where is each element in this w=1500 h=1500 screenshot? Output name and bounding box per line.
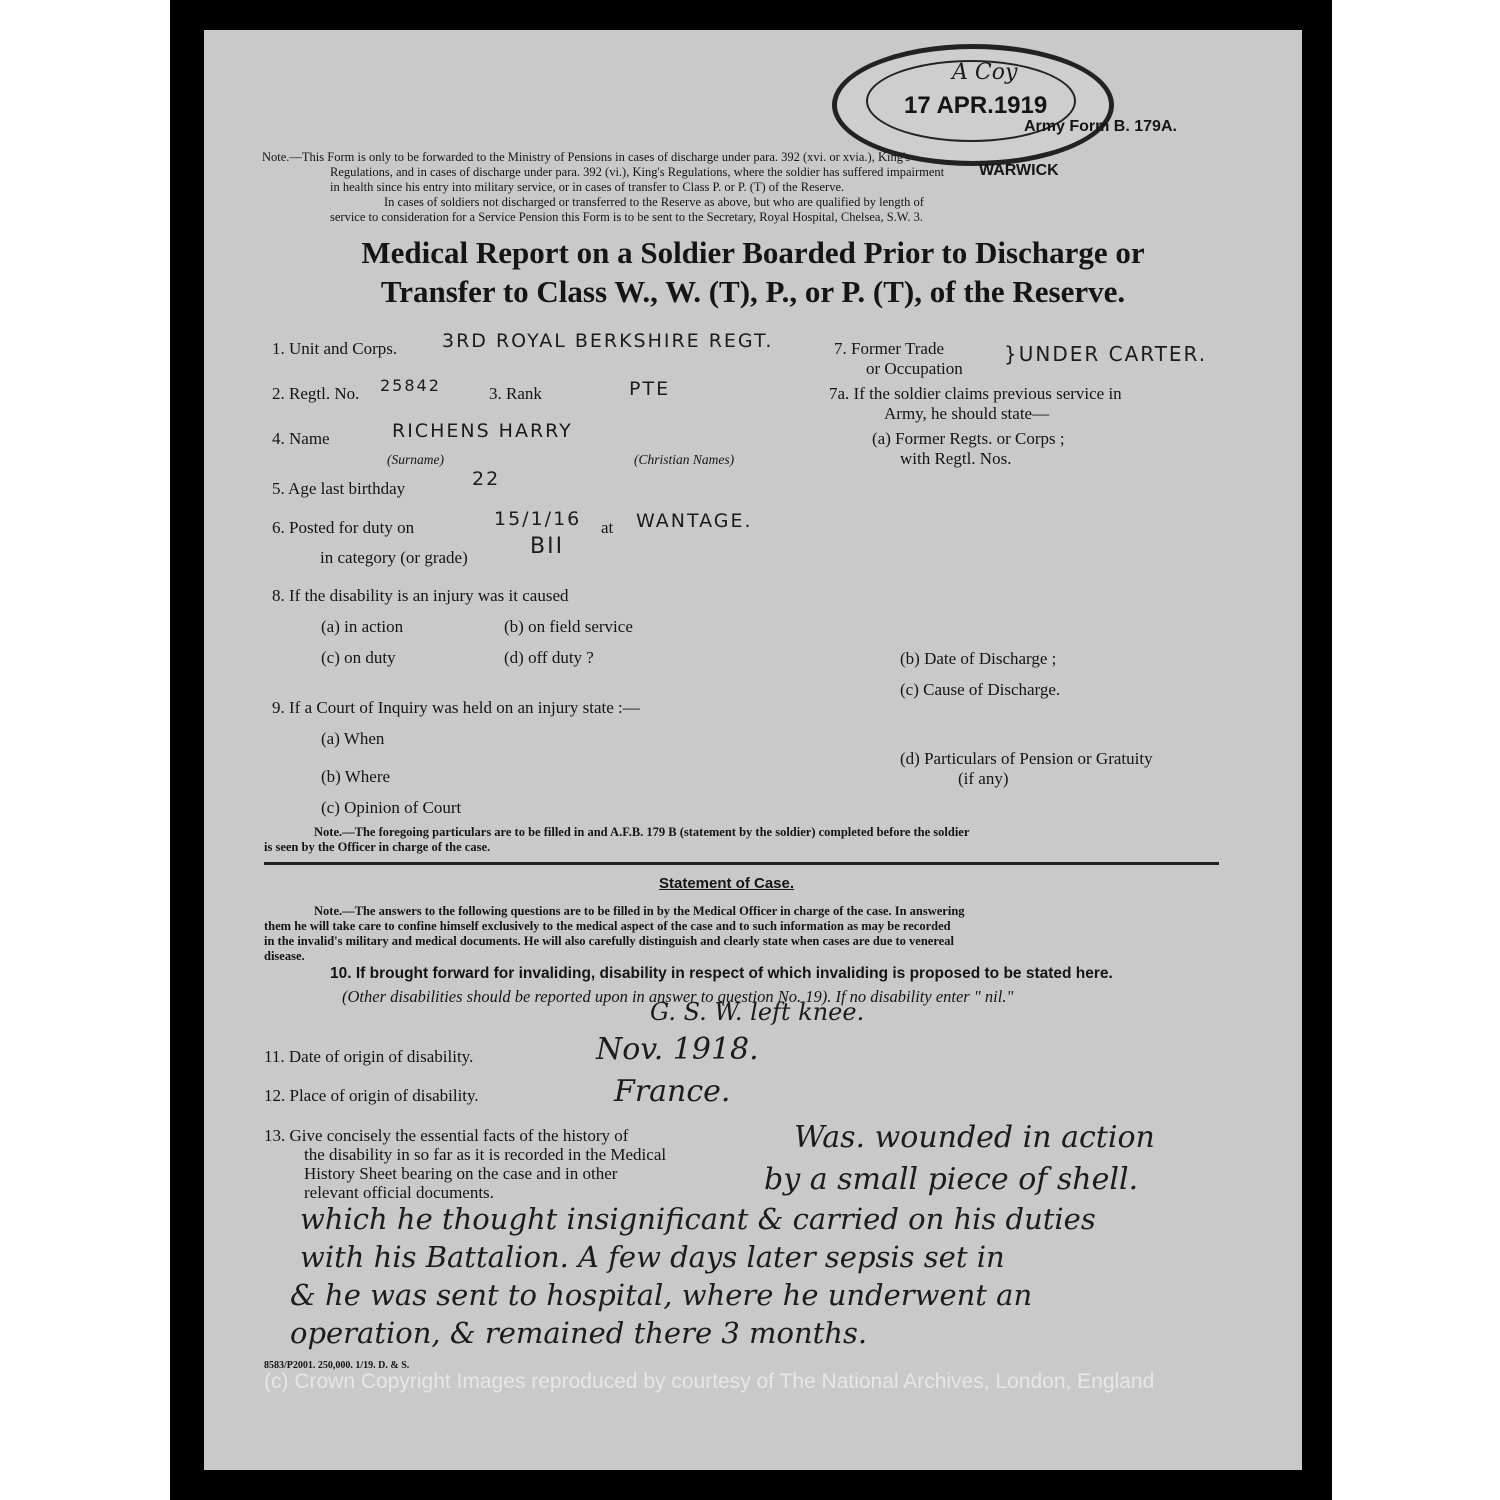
note2-line-1: Note.—The foregoing particulars are to be filled in and A.F.B. 179 B (statement by the soldier) completed before the soldier	[314, 825, 970, 839]
q11-label: 11. Date of origin of disability.	[264, 1047, 474, 1066]
top-note-line-5: service to consideration for a Service Pension this Form is to be sent to the Secretary, Royal Hospital, Chelsea, S.W. 3.	[330, 210, 924, 224]
top-note-line-1: Note.—This Form is only to be forwarded to the Ministry of Pensions in cases of discharge under para. 392 (xvi. or xvia.), King's	[262, 150, 911, 164]
top-note-line-4: In cases of soldiers not discharged or transferred to the Reserve as above, but who are qualified by length of	[384, 195, 924, 209]
q13-line-2: the disability in so far as it is recorded in the Medical	[304, 1145, 667, 1164]
form-number: Army Form B. 179A.	[1024, 118, 1177, 135]
statement-note-line-2: them he will take care to confine himself exclusively to the medical aspect of the case and to such information as may be recorded	[264, 919, 951, 933]
age-label: 5. Age last birthday	[272, 479, 406, 498]
q9b-label: (b) Where	[321, 767, 391, 786]
q9a-label: (a) When	[321, 729, 385, 748]
q10-line-2: (Other disabilities should be reported upon in answer to question No. 19). If no disability enter " nil."	[342, 987, 1014, 1006]
category-label: in category (or grade)	[320, 548, 468, 567]
q7a-b-label: (b) Date of Discharge ;	[900, 649, 1057, 668]
q7-label-1: 7. Former Trade	[834, 339, 945, 358]
q11-value: Nov. 1918.	[596, 1032, 759, 1067]
christian-names-caption: (Christian Names)	[634, 452, 735, 467]
q7a-line-1: 7a. If the soldier claims previous service in	[829, 384, 1122, 403]
unit-label: 1. Unit and Corps.	[272, 339, 398, 358]
q12-value: France.	[614, 1074, 731, 1109]
statement-heading: Statement of Case.	[659, 875, 795, 892]
category-value: BII	[530, 534, 565, 559]
regtl-no-label: 2. Regtl. No.	[272, 384, 360, 403]
form-sheet	[204, 30, 1302, 1470]
stamp-date: 17 APR.1919	[904, 92, 1048, 119]
form-title-line-2: Transfer to Class W., W. (T), P., or P. (T), of the Reserve.	[380, 274, 1126, 309]
top-note-line-3: in health since his entry into military service, or in cases of transfer to Class P. or P. (T) of the Reserve.	[330, 180, 845, 194]
q9-label: 9. If a Court of Inquiry was held on an injury state :—	[272, 698, 640, 717]
form-title-line-1: Medical Report on a Soldier Boarded Prior to Discharge or	[361, 235, 1145, 270]
q10-value: G. S. W. left knee.	[650, 998, 865, 1026]
posted-label: 6. Posted for duty on	[272, 518, 415, 537]
copyright-watermark: (c) Crown Copyright Images reproduced by courtesy of The National Archives, London, England	[264, 1370, 1155, 1393]
stamp-place: WARWICK	[979, 162, 1059, 179]
surname-caption: (Surname)	[387, 452, 444, 467]
q10-line-1: 10. If brought forward for invaliding, disability in respect of which invaliding is proposed to be stated here.	[330, 965, 1113, 982]
q7a-d-line-1: (d) Particulars of Pension or Gratuity	[900, 749, 1153, 768]
q8d-label: (d) off duty ?	[504, 648, 594, 667]
statement-note-line-3: in the invalid's military and medical documents. He will also carefully distinguish and clearly state when cases are due to venereal	[264, 934, 954, 948]
q12-label: 12. Place of origin of disability.	[264, 1086, 479, 1105]
q7a-line-2: Army, he should state—	[884, 404, 1050, 423]
note2-line-2: is seen by the Officer in charge of the case.	[264, 840, 491, 854]
q7a-c-label: (c) Cause of Discharge.	[900, 680, 1061, 699]
q8b-label: (b) on field service	[504, 617, 633, 636]
q13-line-1: 13. Give concisely the essential facts of the history of	[264, 1126, 629, 1145]
q13-handwriting-line-4: with his Battalion. A few days later sepsis set in	[300, 1240, 1005, 1274]
q13-handwriting-line-2: by a small piece of shell.	[764, 1162, 1139, 1197]
statement-note-line-1: Note.—The answers to the following questions are to be filled in by the Medical Officer in charge of the case. In answering	[314, 904, 965, 918]
posted-place-value: WANTAGE.	[636, 510, 753, 532]
q13-line-4: relevant official documents.	[304, 1183, 494, 1202]
former-trade-value: }UNDER CARTER.	[1004, 342, 1208, 366]
q8-label: 8. If the disability is an injury was it caused	[272, 586, 569, 605]
unit-value: 3RD ROYAL BERKSHIRE REGT.	[442, 330, 774, 352]
q9c-label: (c) Opinion of Court	[321, 798, 462, 817]
printer-code: 8583/P2001. 250,000. 1/19. D. & S.	[264, 1360, 410, 1371]
name-value: RICHENS HARRY	[392, 420, 573, 442]
q7-label-2: or Occupation	[866, 359, 963, 378]
q7a-d-line-2: (if any)	[958, 769, 1009, 788]
q13-handwriting-line-3: which he thought insignificant & carried on his duties	[300, 1202, 1096, 1236]
q8c-label: (c) on duty	[321, 648, 396, 667]
stamp-initials: A Coy	[952, 60, 1018, 85]
statement-note-line-4: disease.	[264, 949, 305, 963]
q7a-a-line-1: (a) Former Regts. or Corps ;	[872, 429, 1065, 448]
q8a-label: (a) in action	[321, 617, 404, 636]
posted-at-label: at	[601, 518, 614, 537]
name-label: 4. Name	[272, 429, 330, 448]
q7a-a-line-2: with Regtl. Nos.	[900, 449, 1012, 468]
q13-handwriting-line-6: operation, & remained there 3 months.	[290, 1316, 868, 1350]
top-note-line-2: Regulations, and in cases of discharge under para. 392 (vi.), King's Regulations, where the soldier has suffered impairment	[330, 165, 945, 179]
rank-value: PTE	[629, 378, 671, 400]
section-divider	[264, 862, 1219, 865]
posted-date-value: 15/1/16	[494, 508, 582, 530]
age-value: 22	[472, 468, 501, 490]
q13-handwriting-line-5: & he was sent to hospital, where he underwent an	[290, 1278, 1033, 1312]
q13-handwriting-line-1: Was. wounded in action	[794, 1120, 1155, 1155]
rank-label: 3. Rank	[489, 384, 542, 403]
regtl-no-value: 25842	[380, 376, 441, 395]
q13-line-3: History Sheet bearing on the case and in other	[304, 1164, 618, 1183]
